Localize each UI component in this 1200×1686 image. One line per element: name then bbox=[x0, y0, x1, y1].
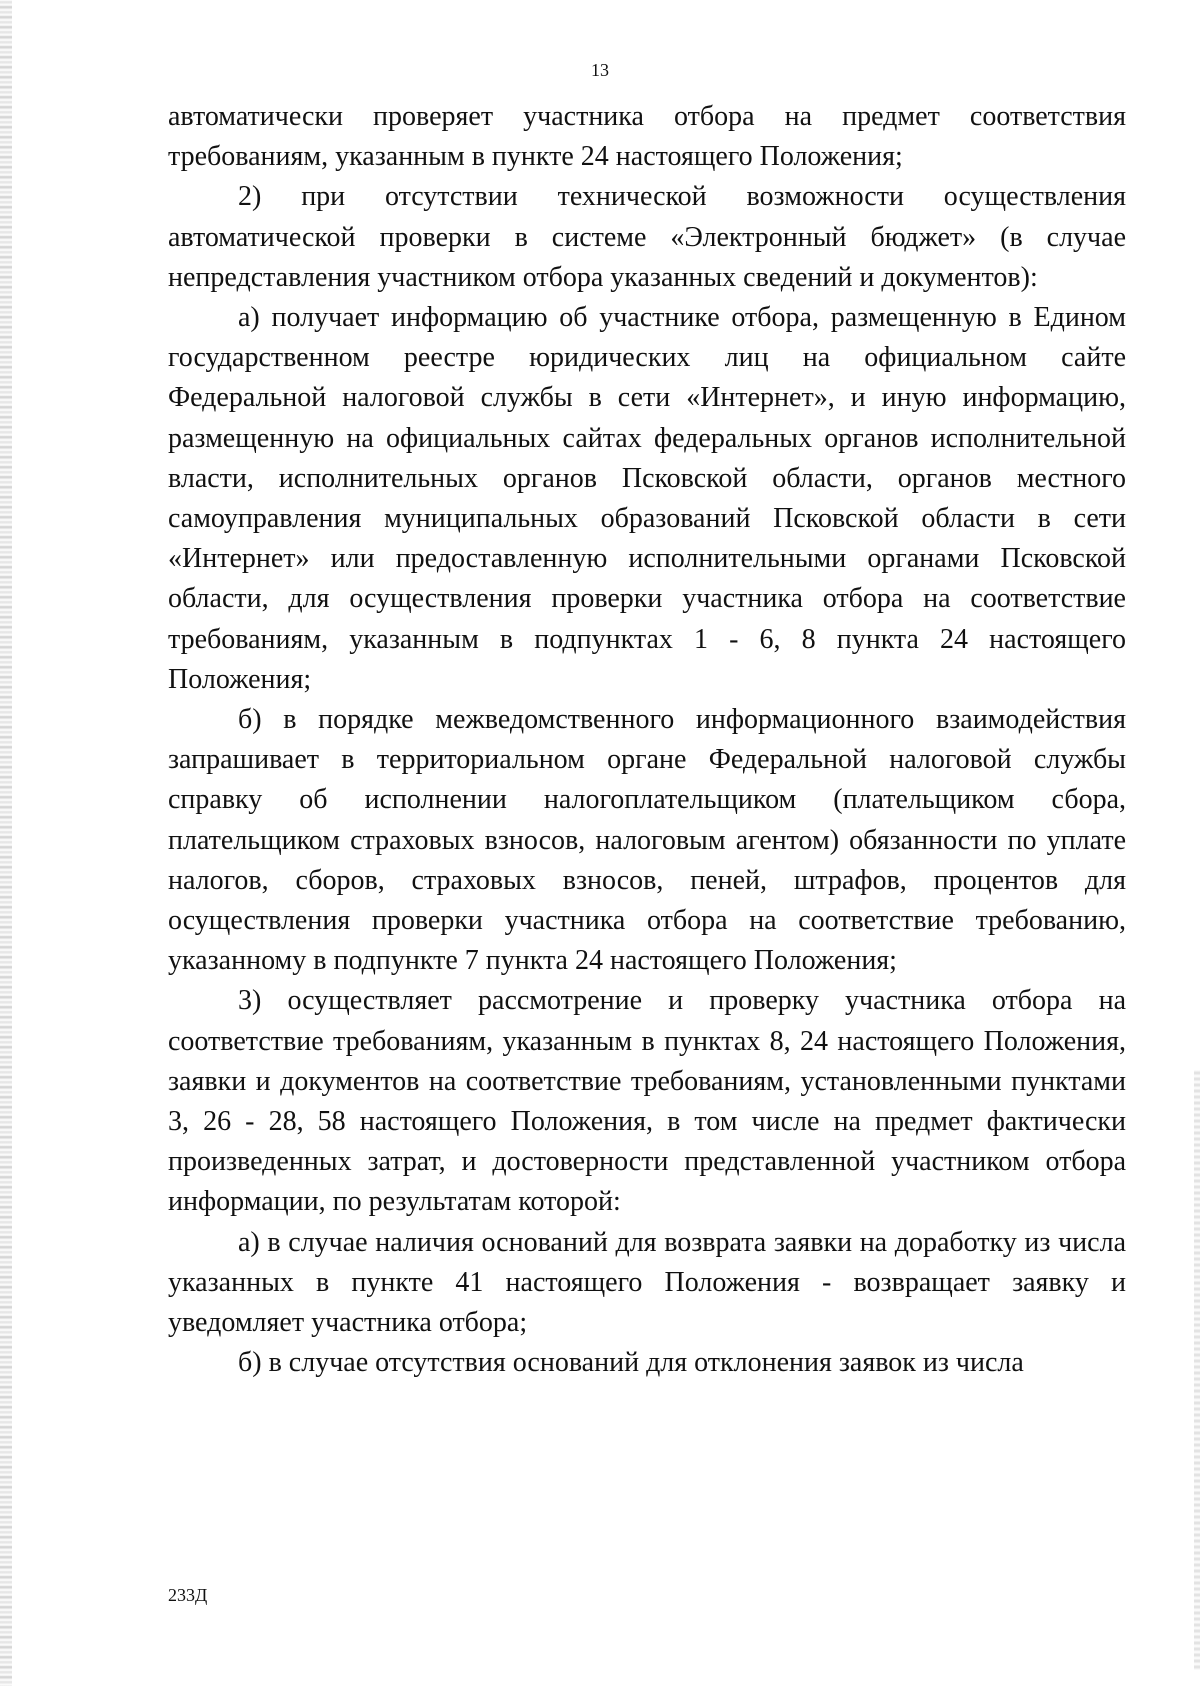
scan-edge-right bbox=[1194, 1070, 1200, 1670]
page-number: 13 bbox=[591, 60, 609, 80]
paragraph-item-2: 2) при отсутствии технической возможности осуществления автоматической проверки в системе «Электронный бюджет» (в случае непредставления участником отбора указанных сведений и документов): bbox=[168, 181, 1126, 293]
paragraph-subitem-a: а) получает информацию об участнике отбора, размещенную в Едином государственном реестре юридических лиц на официальном сайте Федеральной налоговой службы в сети «Интернет», и иную информацию, размещенную на официальных сайтах федеральных органов исполнительной власти, исполнительных органов Псковской области, органов местного самоуправления муниципальных образований Псковской области в сети «Интернет» или предоставленную исполнительными органами Псковской области, для осуществления проверки участника отбора на соответствие требованиям, указанным в подпунктах 1 - 6, 8 пункта 24 настоящего Положения; bbox=[168, 302, 1126, 695]
paragraph-item-3: 3) осуществляет рассмотрение и проверку участника отбора на соответствие требованиям, указанным в пунктах 8, 24 настоящего Положения, заявки и документов на соответствие требованиям, установленными пунктами 3, 26 - 28, 58 настоящего Положения, в том числе на предмет фактически произведенных затрат, и достоверности представленной участником отбора информации, по результатам которой: bbox=[168, 985, 1126, 1218]
paragraph-subitem-b: б) в порядке межведомственного информационного взаимодействия запрашивает в территориальном органе Федеральной налоговой службы справку об исполнении налогоплательщиком (плательщиком сбора, плательщиком страховых взносов, налоговым агентом) обязанности по уплате налогов, сборов, страховых взносов, пеней, штрафов, процентов для осуществления проверки участника отбора на соответствие требованию, указанному в подпункте 7 пункта 24 настоящего Положения; bbox=[168, 704, 1126, 977]
paragraph-continuation: автоматически проверяет участника отбора на предмет соответствия требованиям, указанным в пункте 24 настоящего Положения; bbox=[168, 101, 1126, 173]
document-body bbox=[168, 97, 1126, 1384]
footer-document-code: 233Д bbox=[168, 1585, 208, 1605]
paragraph-subitem-a-2: а) в случае наличия оснований для возврата заявки на доработку из числа указанных в пункте 41 настоящего Положения - возвращает заявку и уведомляет участника отбора; bbox=[168, 1226, 1126, 1339]
scan-edge-left bbox=[0, 0, 12, 1686]
paragraph-subitem-b-2: б) в случае отсутствия оснований для отклонения заявок из числа bbox=[238, 1347, 1024, 1379]
